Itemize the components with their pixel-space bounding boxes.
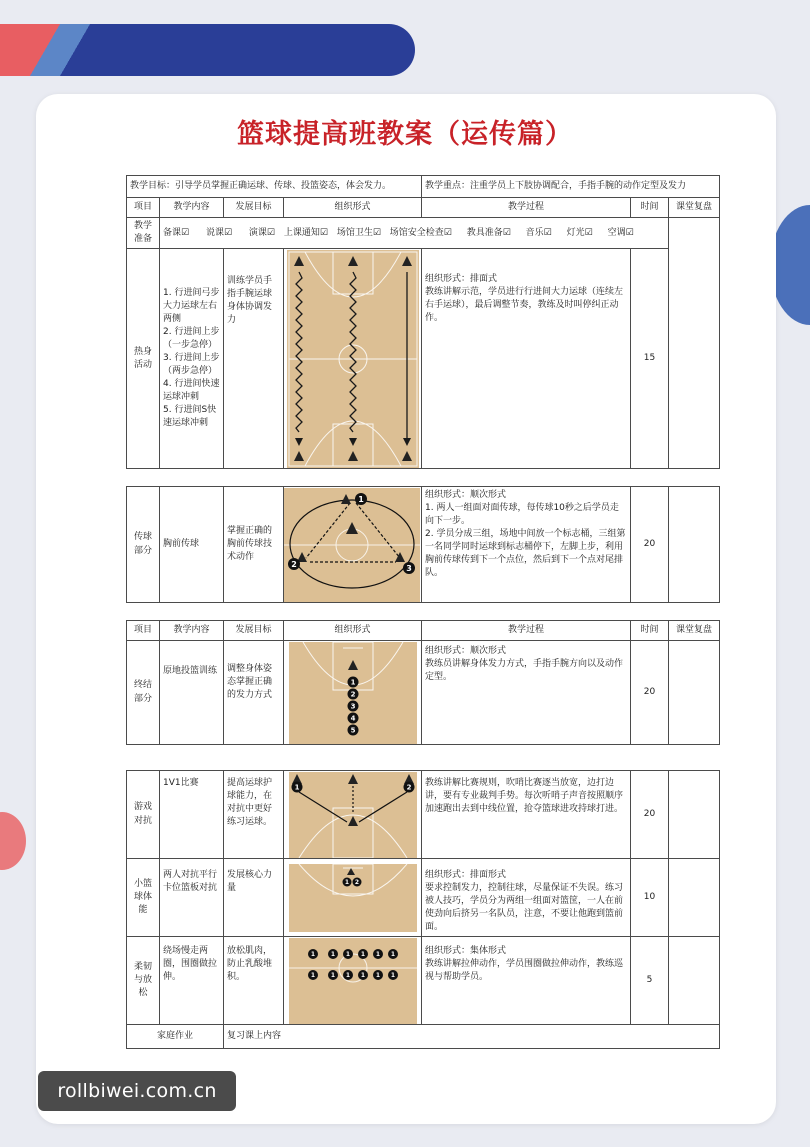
review-cell: [669, 859, 720, 937]
court-diagram-small: [289, 864, 417, 932]
game-time: 20: [631, 771, 669, 859]
col-header: 项目: [127, 198, 160, 218]
passing-label: 传球部分: [127, 487, 160, 603]
prep-item: 场馆安全检查☑: [389, 227, 452, 238]
review-cell: [669, 218, 720, 469]
stretch-process-line: 组织形式：集体形式: [425, 946, 507, 957]
court-diagram-passing: [284, 488, 420, 602]
col-header: 项目: [127, 621, 160, 641]
stretch-process: [422, 937, 631, 1025]
header-stripe: [0, 24, 120, 76]
marker-label: 2: [354, 878, 359, 886]
lesson-table-main: [126, 175, 720, 469]
prep-item: 教具准备☑: [466, 227, 511, 238]
ending-process-line: 组织形式：顺次形式: [425, 646, 507, 656]
teaching-goal: 教学目标：引导学员掌握正确运球、传球、投篮姿态，体会发力。: [127, 176, 422, 198]
ending-label: 终结部分: [127, 641, 160, 745]
stretch-diagram: [284, 937, 422, 1025]
col-header: 教学过程: [422, 621, 631, 641]
marker-label: 1: [375, 971, 380, 979]
stretch-goal: 放松肌肉，防止乳酸堆积。: [224, 937, 284, 1025]
lesson-table-passing: [126, 486, 720, 603]
small-time: 10: [631, 859, 669, 937]
warmup-item: 4. 行进间快速运球冲刺: [163, 379, 220, 403]
game-label: 游戏对抗: [127, 771, 160, 859]
small-process: [422, 859, 631, 937]
decor-circle-left: [0, 812, 26, 870]
col-header: 发展目标: [224, 621, 284, 641]
prep-label: 教学准备: [127, 218, 160, 249]
passing-process-line: 1. 两人一组面对面传球，每传球10秒之后学员走向下一步。: [425, 503, 619, 527]
ending-content: 原地投篮训练: [160, 641, 224, 745]
homework-value: 复习课上内容: [224, 1025, 720, 1049]
stretch-label: 柔韧与放松: [127, 937, 160, 1025]
warmup-diagram: [284, 249, 422, 469]
stretch-process-line: 教练讲解拉伸动作，学员围圈做拉伸动作，教练巡视与帮助学员。: [425, 959, 624, 983]
prep-item: 备课☑: [163, 227, 190, 238]
teaching-focus: 教学重点：注重学员上下肢协调配合，手指手腕的动作定型及发力: [422, 176, 720, 198]
ending-goal: 调整身体姿态掌握正确的发力方式: [224, 641, 284, 745]
col-header: 组织形式: [284, 621, 422, 641]
warmup-item: 3. 行进间上步（两步急停）: [163, 353, 220, 377]
marker-label: 1: [330, 950, 335, 958]
small-label: 小篮球体能: [127, 859, 160, 937]
game-process: 教练讲解比赛规则，吹哨比赛逐当放宽，边打边讲，要有专业裁判手势。每次听哨子声音按照顺序加速跑出去到中线位置，抢夺篮球进攻持球打进。: [422, 771, 631, 859]
warmup-goal: 训练学员手指手腕运球身体协调发力: [224, 249, 284, 469]
lesson-table-ending: [126, 620, 720, 745]
passing-goal: 掌握正确的胸前传球技术动作: [224, 487, 284, 603]
warmup-label: 热身活动: [127, 249, 160, 469]
marker-label: 1: [310, 950, 315, 958]
passing-time: 20: [631, 487, 669, 603]
stretch-time: 5: [631, 937, 669, 1025]
marker-label: 1: [344, 878, 349, 886]
warmup-process-line: 教练讲解示范，学员进行行进间大力运球（连续左右手运球），最后调整节奏，教练及时叫停纠正动作。: [425, 287, 624, 324]
marker-label: 3: [406, 563, 412, 573]
game-goal: 提高运球护球能力，在对抗中更好练习运球。: [224, 771, 284, 859]
prep-item: 灯光☑: [566, 227, 593, 238]
small-process-line: 组织形式：排面形式: [425, 870, 507, 880]
marker-label: 2: [406, 783, 411, 791]
court-diagram-game: [289, 772, 417, 858]
marker-label: 2: [350, 690, 355, 698]
review-cell: [669, 487, 720, 603]
game-diagram: [284, 771, 422, 859]
prep-item: 音乐☑: [525, 227, 552, 238]
review-cell: [669, 937, 720, 1025]
small-goal: 发展核心力量: [224, 859, 284, 937]
small-content: 两人对抗平行卡位篮板对抗: [160, 859, 224, 937]
warmup-item: 5. 行进间S快速运球冲刺: [163, 405, 217, 429]
marker-label: 1: [360, 971, 365, 979]
marker-label: 3: [350, 702, 355, 710]
game-content: 1V1比赛: [160, 771, 224, 859]
col-header: 时间: [631, 621, 669, 641]
marker-label: 2: [291, 559, 297, 569]
small-process-line: 要求控制发力，控制往球，尽量保证不失误。练习被人技巧，学员分为两组一组面对篮筐，一人在前使劲向后挤另一名队员，注意，不要让他跑到篮前面。: [425, 883, 624, 933]
prep-item: 空调☑: [607, 227, 634, 238]
court-diagram-stretch: [289, 938, 417, 1024]
ending-process-line: 教练员讲解身体发力方式，手指手腕方向以及动作定型。: [425, 659, 624, 683]
passing-diagram: [284, 487, 422, 603]
small-diagram: [284, 859, 422, 937]
prep-checklist: [160, 218, 669, 249]
warmup-process: [422, 249, 631, 469]
marker-label: 1: [375, 950, 380, 958]
homework-label: 家庭作业: [127, 1025, 224, 1049]
marker-label: 1: [330, 971, 335, 979]
passing-content: 胸前传球: [160, 487, 224, 603]
warmup-item: 1. 行进间弓步大力运球左右两侧: [163, 287, 220, 324]
col-header: 组织形式: [284, 198, 422, 218]
marker-label: 5: [350, 726, 355, 734]
court-diagram-ending: [289, 642, 417, 744]
page-title: 篮球提高班教案（运传篇）: [237, 119, 573, 150]
marker-label: 1: [358, 494, 364, 504]
col-header: 教学内容: [160, 198, 224, 218]
court-diagram-warmup: [287, 250, 419, 468]
passing-process: [422, 487, 631, 603]
marker-label: 4: [350, 714, 355, 722]
prep-item: 场馆卫生☑: [336, 227, 381, 238]
marker-label: 1: [350, 678, 355, 686]
decor-circle-right: [770, 205, 810, 325]
col-header: 课堂复盘: [669, 621, 720, 641]
warmup-item: 2. 行进间上步（一步急停）: [163, 326, 220, 351]
col-header: 时间: [631, 198, 669, 218]
prep-item: 上课通知☑: [283, 227, 328, 238]
ending-diagram: [284, 641, 422, 745]
marker-label: 1: [360, 950, 365, 958]
col-header: 发展目标: [224, 198, 284, 218]
marker-label: 1: [345, 950, 350, 958]
marker-label: 1: [390, 950, 395, 958]
prep-item: 演课☑: [248, 227, 275, 238]
col-header: 教学过程: [422, 198, 631, 218]
marker-label: 1: [345, 971, 350, 979]
warmup-content: [160, 249, 224, 469]
marker-label: 1: [294, 783, 299, 791]
review-cell: [669, 771, 720, 859]
warmup-time: 15: [631, 249, 669, 469]
marker-label: 1: [310, 971, 315, 979]
stretch-content: 绕场慢走两圈，围圈做拉伸。: [160, 937, 224, 1025]
watermark: rollbiwei.com.cn: [38, 1071, 236, 1111]
prep-item: 说课☑: [205, 227, 233, 238]
ending-time: 20: [631, 641, 669, 745]
warmup-process-line: 组织形式：排面式: [425, 274, 498, 285]
col-header: 课堂复盘: [669, 198, 720, 218]
lesson-table-extra: [126, 770, 720, 1049]
col-header: 教学内容: [160, 621, 224, 641]
passing-process-line: 组织形式：顺次形式: [425, 490, 507, 500]
marker-label: 1: [390, 971, 395, 979]
ending-process: [422, 641, 631, 745]
passing-process-line: 2. 学员分成三组，场地中间放一个标志桶，三组第一名同学同时运球到标志桶停下，左脚上步，利用胸前传球传到下一个点位，然后到下一个点对尾排队。: [425, 529, 626, 579]
review-cell: [669, 641, 720, 745]
